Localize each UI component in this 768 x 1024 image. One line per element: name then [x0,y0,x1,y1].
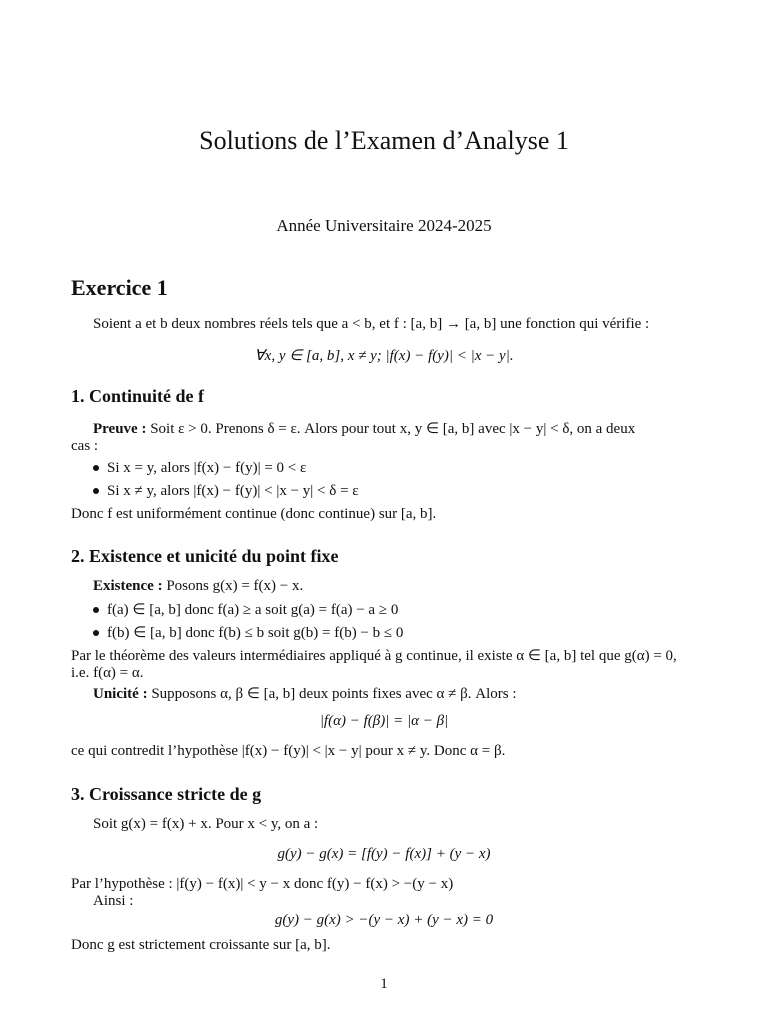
ivt-line-1: Par le théorème des valeurs intermédiaires appliqué à g continue, il existe α ∈ [a, b] tel que g(α) = 0, [71,648,677,664]
existence-label: Existence : [93,578,163,594]
section-3-heading: 3. Croissance stricte de g [71,784,262,804]
list-item: f(a) ∈ [a, b] donc f(a) ≥ a soit g(a) = f(a) − a ≥ 0 [93,600,398,619]
section-3-conclusion: Donc g est strictement croissante sur [a, b]. [71,937,331,953]
section-3-intro: Soit g(x) = f(x) + x. Pour x < y, on a : [93,816,319,832]
bullet-icon [93,488,99,494]
uniqueness-line: Unicité : Supposons α, β ∈ [a, b] deux points fixes avec α ≠ β. Alors : [93,686,517,702]
section-2-conclusion: ce qui contredit l’hypothèse |f(x) − f(y)| < |x − y| pour x ≠ y. Donc α = β. [71,743,506,759]
academic-year: Année Universitaire 2024-2025 [276,216,492,235]
uniqueness-equation: |f(α) − f(β)| = |α − β| [319,713,449,729]
list-item: f(b) ∈ [a, b] donc f(b) ≤ b soit g(b) = f(b) − b ≤ 0 [93,623,403,642]
section-3-hypothesis-line: Par l’hypothèse : |f(y) − f(x)| < y − x donc f(y) − f(x) > −(y − x) [71,876,454,892]
ivt-line-2: i.e. f(α) = α. [71,665,144,681]
proof-label: Preuve : [93,421,147,437]
document-title: Solutions de l’Examen d’Analyse 1 [199,126,569,155]
uniqueness-label: Unicité : [93,686,148,702]
hypothesis-equation: ∀x, y ∈ [a, b], x ≠ y; |f(x) − f(y)| < |x − y|. [254,348,514,364]
bullet-icon [93,465,99,471]
bullet-icon [93,630,99,636]
exercise-intro: Soient a et b deux nombres réels tels que a < b, et f : [a, b] → [a, b] une fonction qui vérifie : [93,316,650,332]
list-item: Si x ≠ y, alors |f(x) − f(y)| < |x − y| < δ = ε [93,483,359,500]
existence-line: Existence : Posons g(x) = f(x) − x. [93,578,304,594]
bullet-icon [93,607,99,613]
list-item: Si x = y, alors |f(x) − f(y)| = 0 < ε [93,460,306,477]
section-1-proof [93,419,635,438]
page-number: 1 [380,976,388,992]
section-2-heading: 2. Existence et unicité du point fixe [71,546,339,566]
section-1-heading: 1. Continuité de f [71,386,205,406]
proof-text: Soit ε > 0. Prenons δ = ε. Alors pour tout x, y ∈ [a, b] avec |x − y| < δ, on a deux [146,421,636,437]
exercise-heading: Exercice 1 [71,275,168,300]
section-1-proof-cont: cas : [71,438,99,454]
section-1-conclusion: Donc f est uniformément continue (donc continue) sur [a, b]. [71,506,437,522]
section-3-equation-1: g(y) − g(x) = [f(y) − f(x)] + (y − x) [277,846,491,862]
section-3-equation-2: g(y) − g(x) > −(y − x) + (y − x) = 0 [274,912,494,928]
section-3-ainsi: Ainsi : [93,893,134,909]
